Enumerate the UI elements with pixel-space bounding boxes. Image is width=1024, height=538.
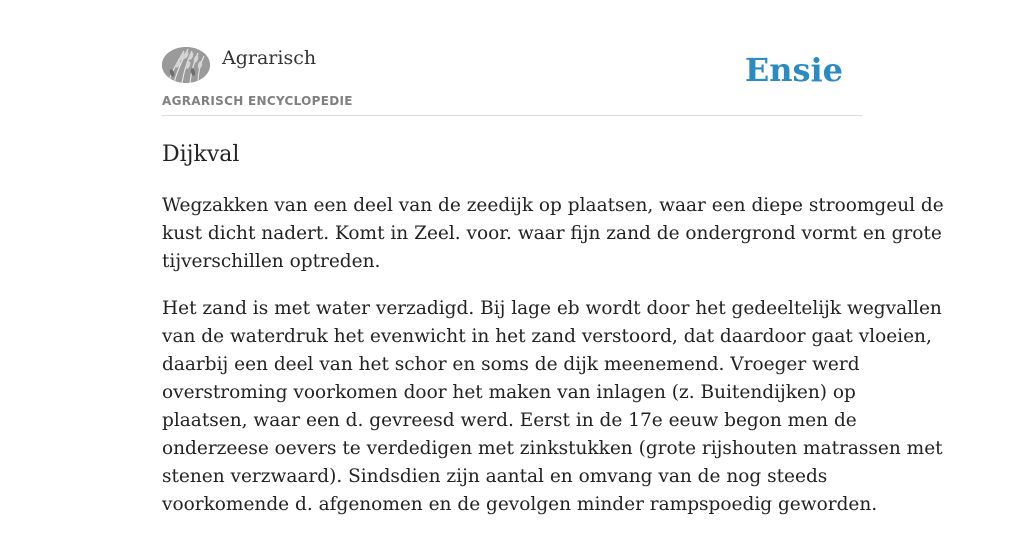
source-avatar[interactable] (162, 47, 210, 83)
article-body (162, 192, 944, 538)
source-name[interactable]: Agrarisch (222, 47, 317, 69)
text-line: kust dicht nadert. Komt in Zeel. voor. waar fijn zand de ondergrond vormt en grote (162, 223, 942, 244)
ensie-logo[interactable]: Ensie (744, 51, 843, 89)
site-header (162, 46, 862, 116)
text-line: Wegzakken van een deel van de zeedijk op plaatsen, waar een diepe stroomgeul de (162, 195, 944, 216)
text-line: Het zand is met water verzadigd. Bij lage eb wordt door het gedeeltelijk wegvallen (162, 298, 942, 319)
paragraph-2 (162, 295, 943, 519)
wheat-icon (162, 47, 210, 83)
text-line: stenen verzwaard). Sindsdien zijn aantal en omvang van de nog steeds (162, 466, 828, 487)
text-line: daarbij een deel van het schor en soms de dijk meenemend. Vroeger werd (162, 354, 860, 375)
text-line: voorkomende d. afgenomen en de gevolgen minder rampspoedig geworden. (162, 494, 878, 515)
article-title: Dijkval (162, 142, 240, 167)
text-line: tijverschillen optreden. (162, 251, 381, 272)
paragraph-1 (162, 192, 944, 276)
source-subtitle[interactable]: AGRARISCH ENCYCLOPEDIE (162, 94, 353, 108)
text-line: plaatsen, waar een d. gevreesd werd. Eerst in de 17e eeuw begon men de (162, 410, 857, 431)
text-line: van de waterdruk het evenwicht in het zand verstoord, dat daardoor gaat vloeien, (162, 326, 932, 347)
text-line: onderzeese oevers te verdedigen met zinkstukken (grote rijshouten matrassen met (162, 438, 943, 459)
text-line: overstroming voorkomen door het maken van inlagen (z. Buitendijken) op (162, 382, 856, 403)
